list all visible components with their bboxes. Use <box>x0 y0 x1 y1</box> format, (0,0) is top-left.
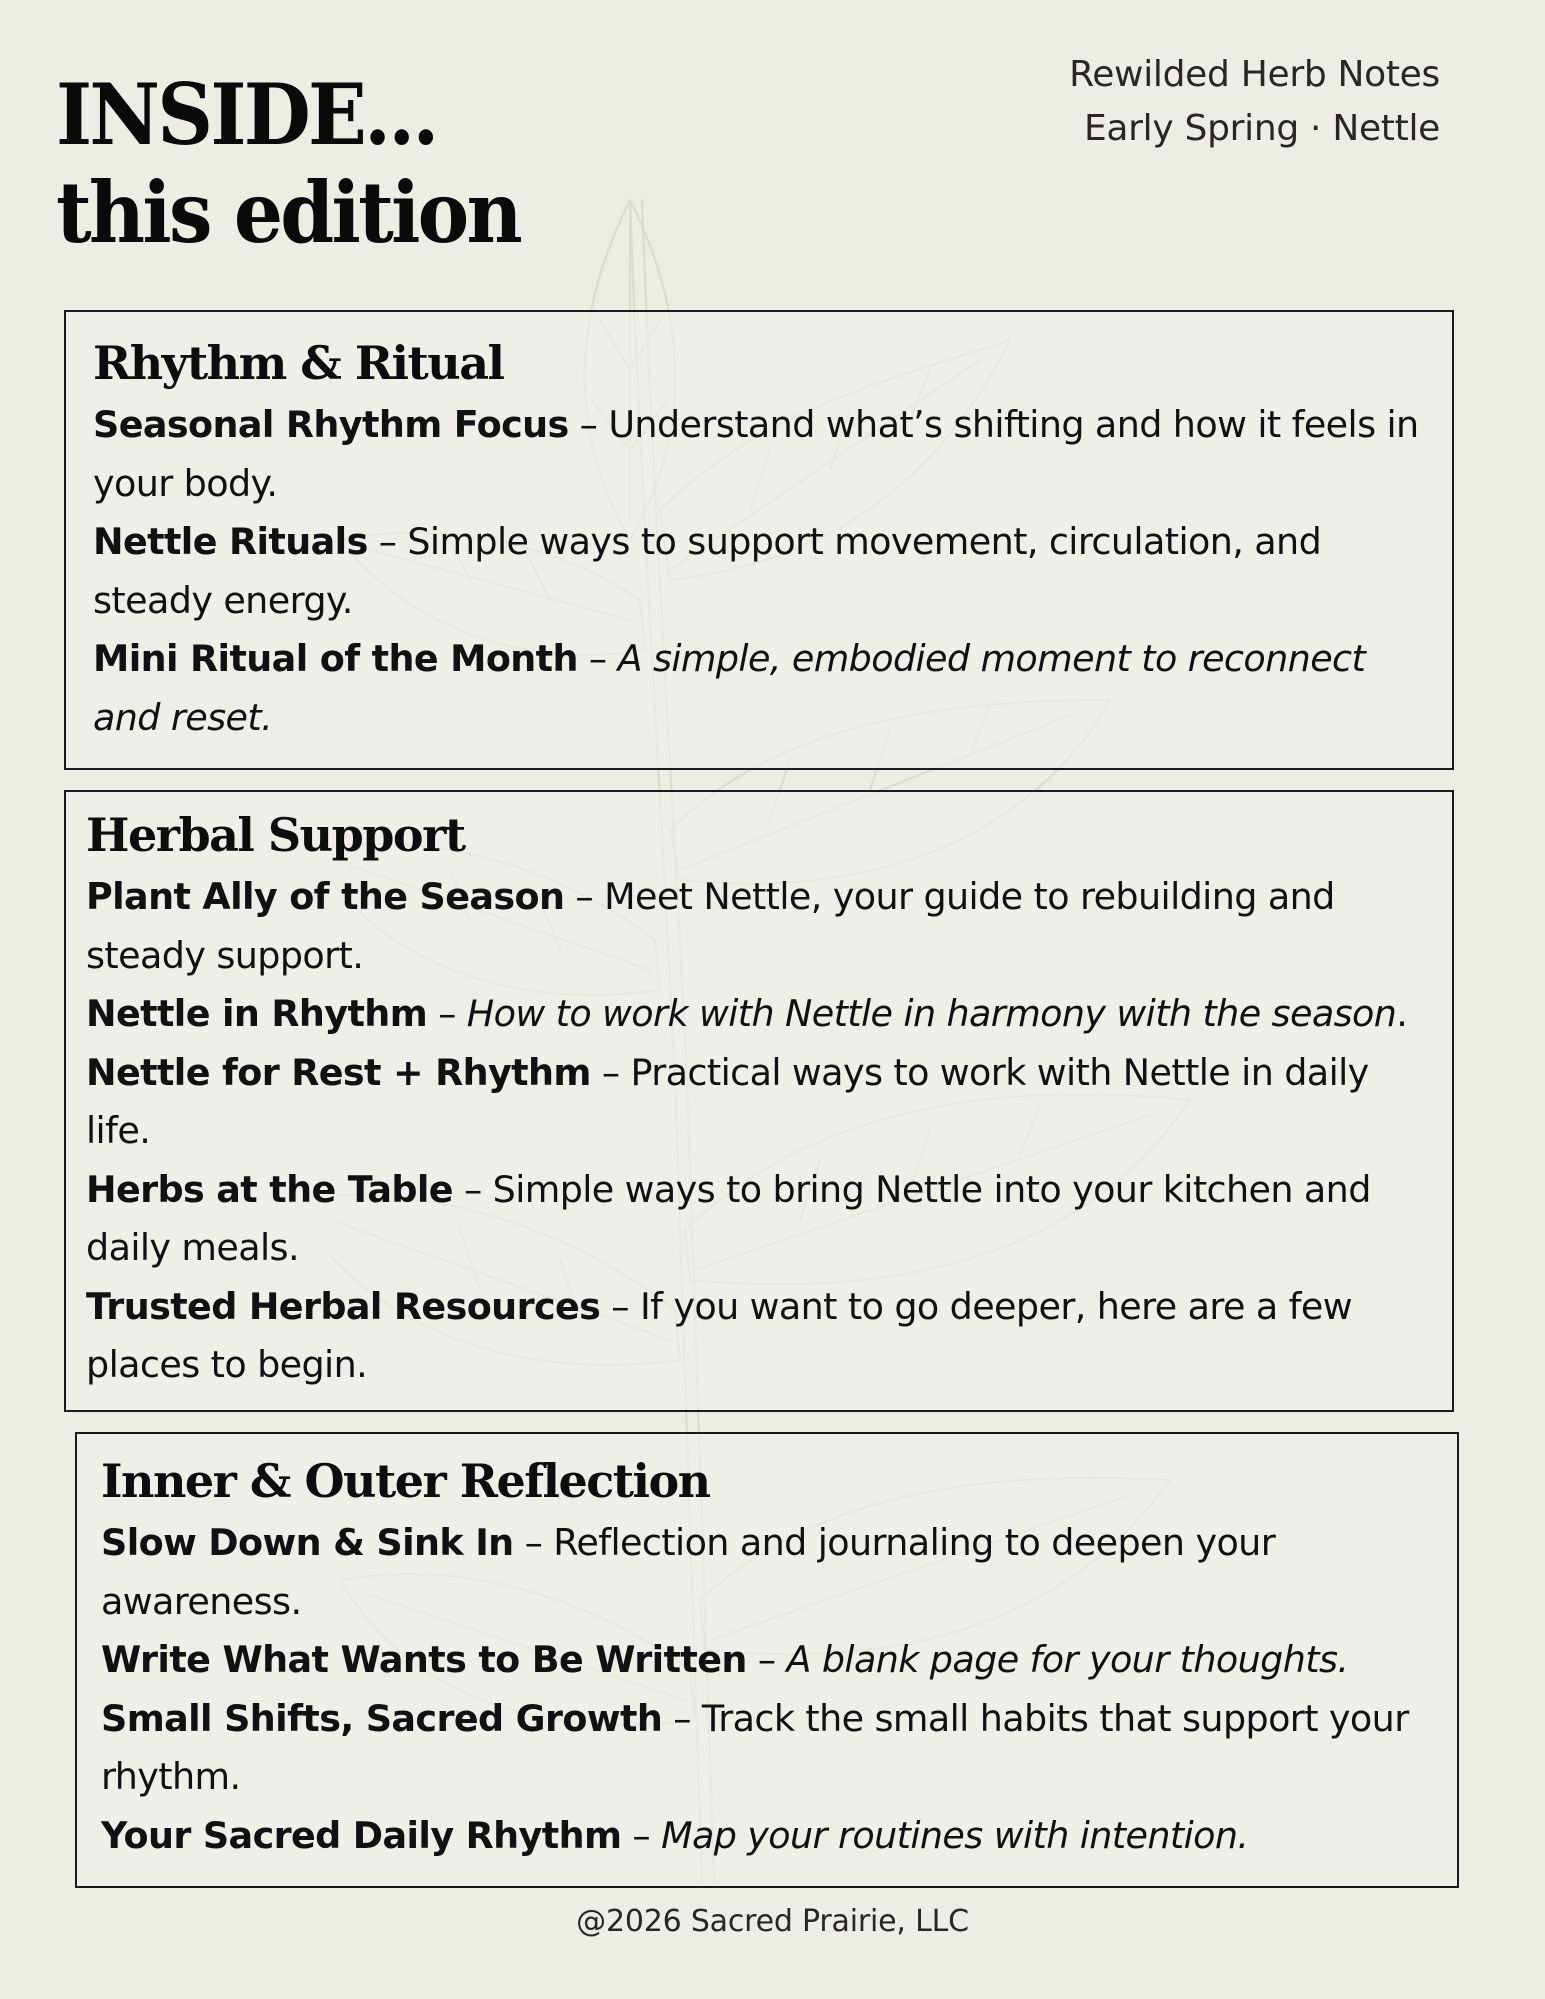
entry-description: Track the small habits that support your rhythm. <box>101 1696 1409 1798</box>
masthead <box>1069 48 1440 156</box>
entry-title: Your Sacred Daily Rhythm <box>101 1813 622 1857</box>
entry-description: Simple ways to bring Nettle into your kitchen and daily meals. <box>86 1167 1371 1269</box>
entry-title: Herbs at the Table <box>86 1167 453 1211</box>
entry-title: Trusted Herbal Resources <box>86 1284 601 1328</box>
entry-title: Seasonal Rhythm Focus <box>93 403 569 446</box>
toc-entry <box>86 1278 1432 1395</box>
section-heading: Herbal Support <box>86 808 465 862</box>
section-heading: Inner & Outer Reflection <box>101 1454 710 1508</box>
entry-title: Nettle for Rest + Rhythm <box>86 1050 591 1094</box>
entry-description: Understand what’s shifting and how it feels in your body. <box>93 403 1419 505</box>
section-heading: Rhythm & Ritual <box>93 336 504 390</box>
entry-separator: – <box>513 1521 554 1564</box>
entry-tail: . <box>1396 992 1408 1035</box>
section-inner-outer-reflection <box>75 1432 1459 1888</box>
toc-entry <box>93 513 1432 630</box>
entry-separator: – <box>427 992 467 1035</box>
entry-title: Nettle Rituals <box>93 520 368 563</box>
entry-description: Practical ways to work with Nettle in daily life. <box>86 1050 1369 1152</box>
entry-separator: – <box>746 1638 787 1681</box>
toc-entry <box>101 1514 1437 1631</box>
entry-separator: – <box>621 1813 662 1857</box>
edition-label: Early Spring · Nettle <box>1083 108 1440 149</box>
entry-description: Simple ways to support movement, circulation, and steady energy. <box>93 520 1322 622</box>
page-title <box>56 66 520 262</box>
entry-separator: – <box>568 403 609 446</box>
entry-separator: – <box>577 637 618 680</box>
section-rhythm-ritual <box>64 310 1454 770</box>
entry-separator: – <box>600 1284 640 1328</box>
toc-entry <box>86 985 1432 1044</box>
toc-entry <box>86 868 1432 985</box>
entry-title: Write What Wants to Be Written <box>101 1638 747 1681</box>
toc-entry <box>101 1807 1437 1866</box>
entry-description: A blank page for your thoughts. <box>786 1638 1349 1681</box>
entry-description: If you want to go deeper, here are a few places to begin. <box>86 1284 1352 1386</box>
entry-title: Mini Ritual of the Month <box>93 637 578 680</box>
toc-entry <box>101 1631 1437 1690</box>
entry-separator: – <box>590 1050 631 1094</box>
title-line-2: this edition <box>56 163 520 262</box>
section-herbal-support <box>64 790 1454 1412</box>
entry-title: Small Shifts, Sacred Growth <box>101 1696 663 1740</box>
entry-title: Nettle in Rhythm <box>86 992 428 1035</box>
entry-title: Plant Ally of the Season <box>86 875 565 918</box>
copyright-footer: @2026 Sacred Prairie, LLC <box>576 1904 969 1939</box>
entry-separator: – <box>367 520 408 563</box>
toc-entry <box>86 1161 1432 1278</box>
entry-description: Reflection and journaling to deepen your awareness. <box>101 1521 1276 1623</box>
entry-separator: – <box>662 1696 702 1740</box>
entry-separator: – <box>452 1167 493 1211</box>
toc-entry <box>86 1044 1432 1161</box>
toc-entry <box>93 396 1432 513</box>
entry-description: How to work with Nettle in harmony with the season <box>466 992 1397 1035</box>
entry-separator: – <box>564 875 605 918</box>
entry-description: A simple, embodied moment to reconnect and reset. <box>93 637 1366 739</box>
entry-description: Map your routines with intention. <box>661 1813 1249 1857</box>
toc-entry <box>101 1690 1437 1807</box>
entry-description: Meet Nettle, your guide to rebuilding and steady support. <box>86 875 1335 977</box>
entry-title: Slow Down & Sink In <box>101 1521 514 1564</box>
toc-entry <box>93 630 1432 747</box>
publication-name: Rewilded Herb Notes <box>1069 54 1440 95</box>
title-line-1: INSIDE... <box>56 65 437 164</box>
